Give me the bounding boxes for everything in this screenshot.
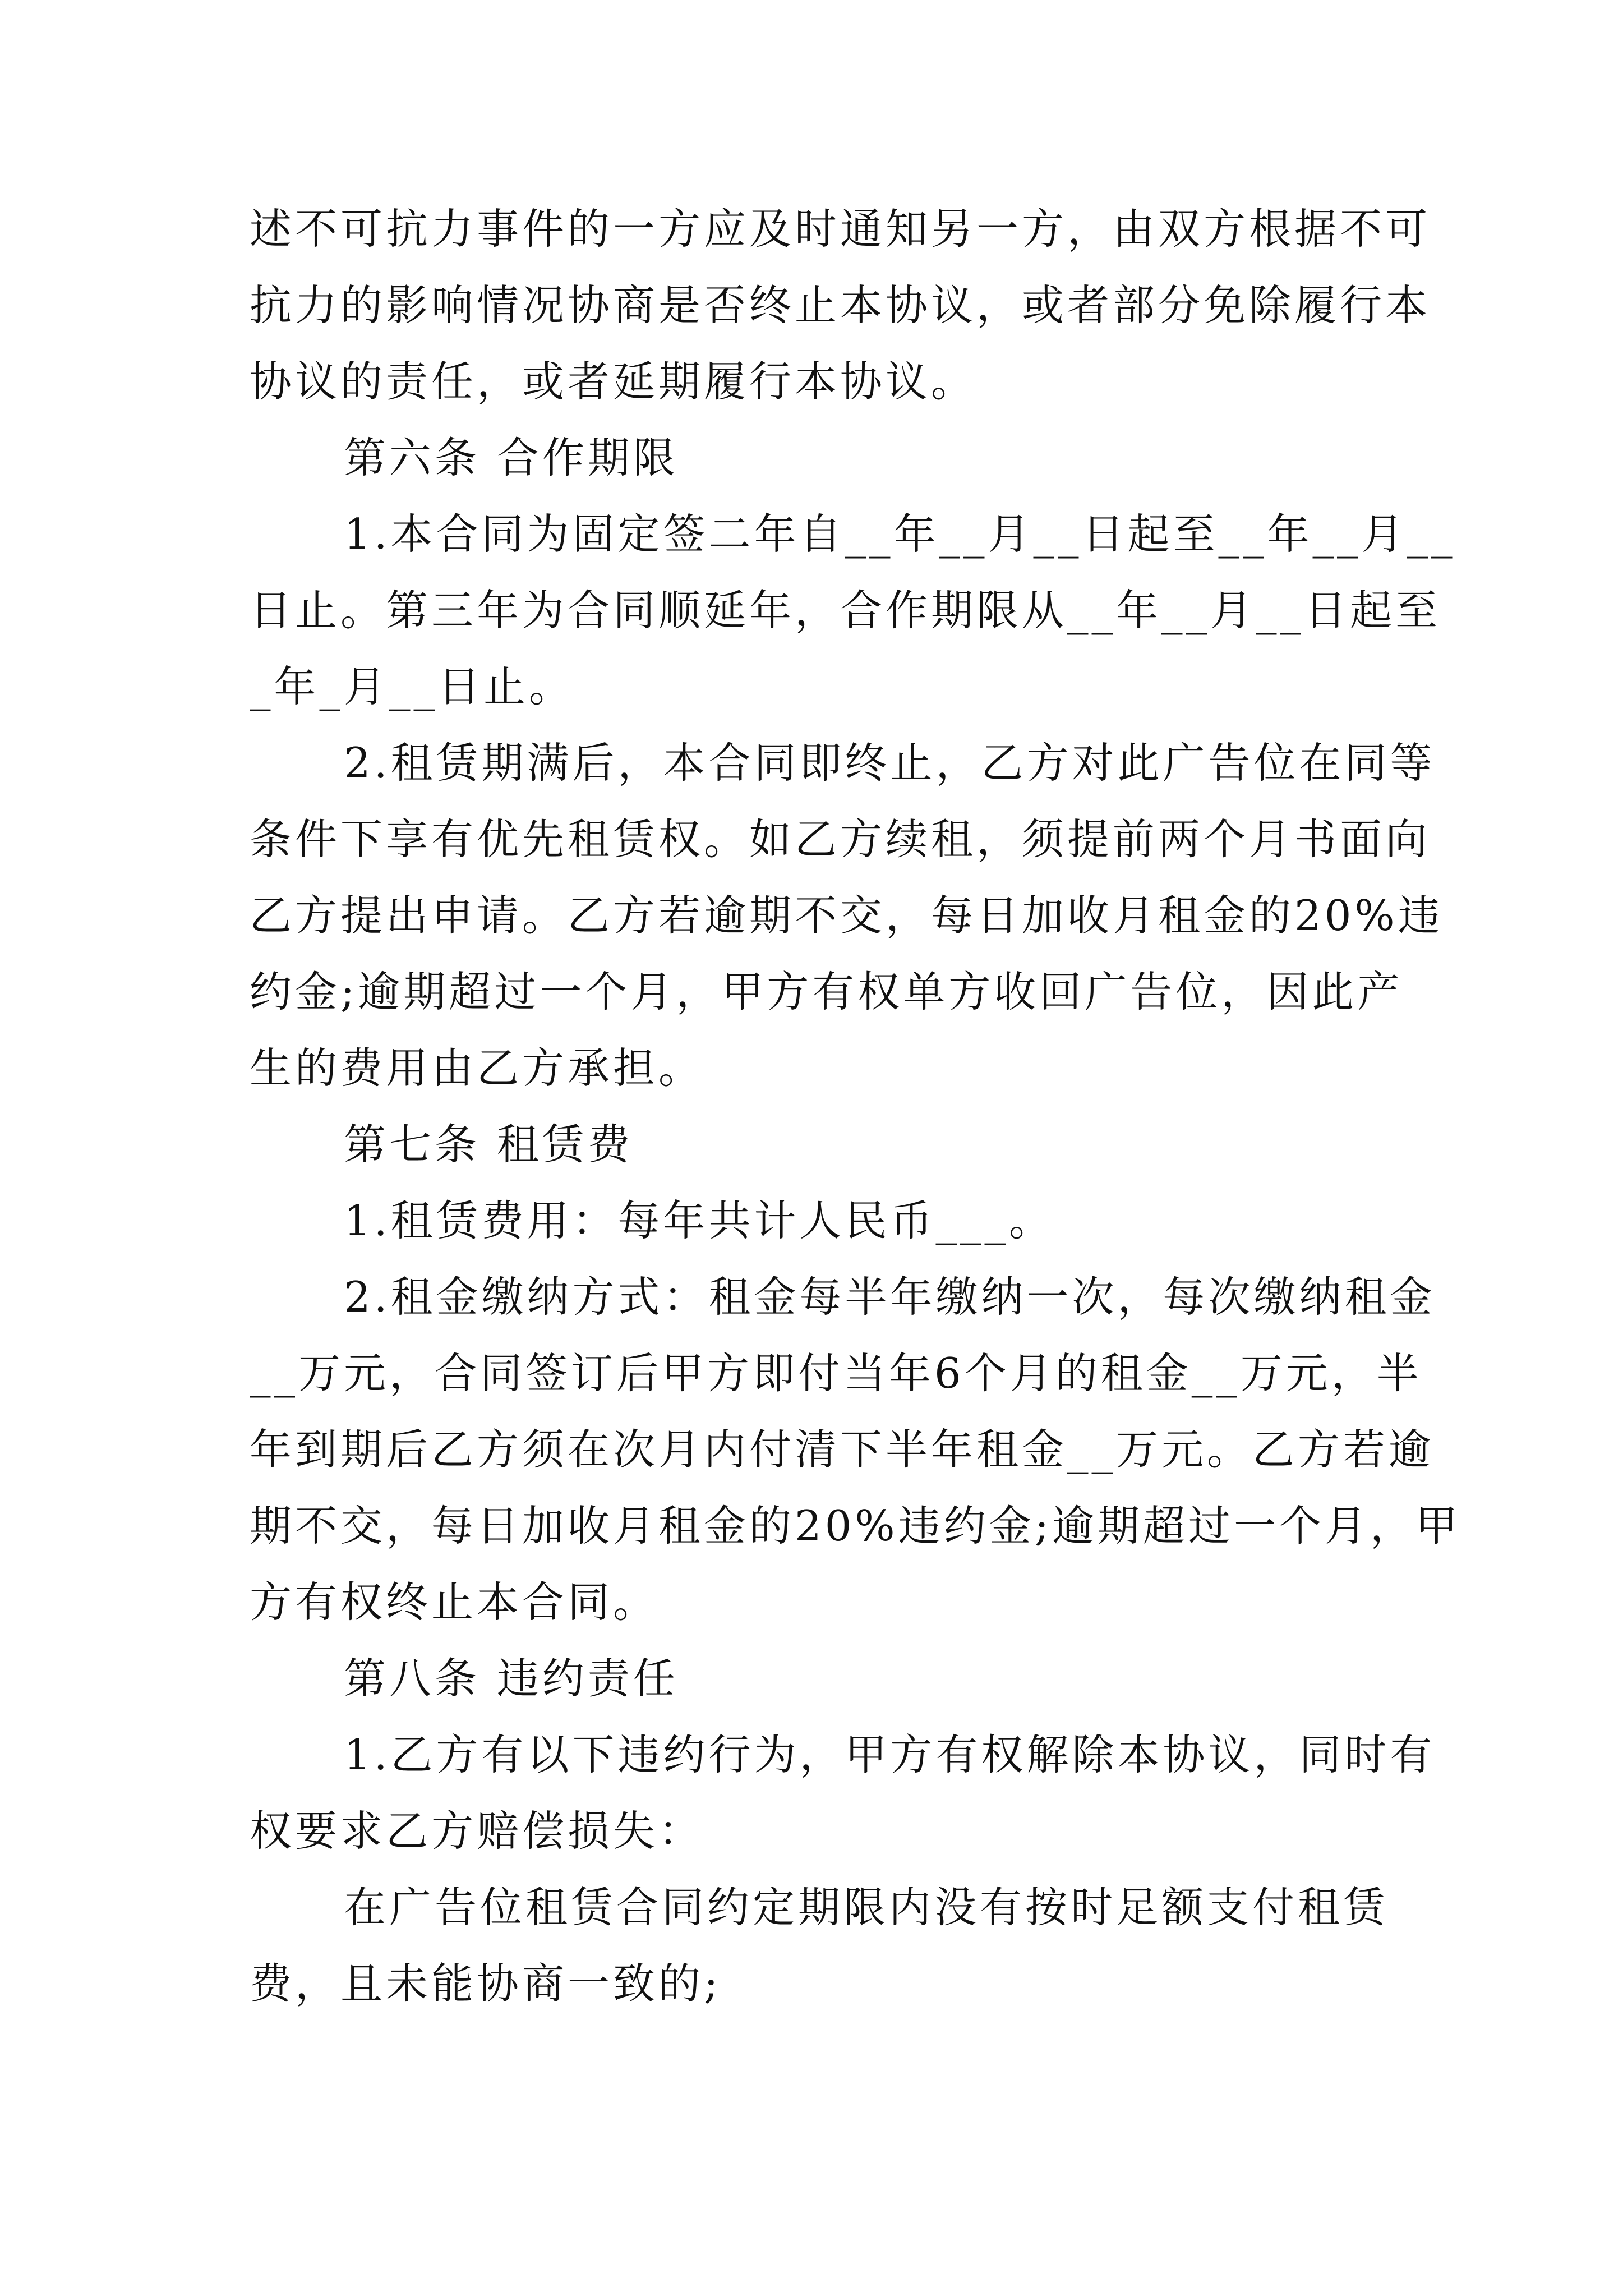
body-text-line: 抗力的影响情况协商是否终止本协议，或者部分免除履行本 [250,280,1431,330]
section-heading-article-6: 第六条 合作期限 [344,433,679,482]
body-text-line: 费，且未能协商一致的; [250,1959,722,2008]
body-text-line: 乙方提出申请。乙方若逾期不交，每日加收月租金的20%违 [250,891,1444,940]
body-text-line: 日止。第三年为合同顺延年，合作期限从__年__月__日起至 [250,586,1441,635]
body-text-line: 期不交，每日加收月租金的20%违约金;逾期超过一个月，甲 [250,1501,1461,1550]
body-text-line: 1.乙方有以下违约行为，甲方有权解除本协议，同时有 [344,1730,1436,1779]
body-text-line: 在广告位租赁合同约定期限内没有按时足额支付租赁 [344,1883,1389,1932]
body-text-line: __万元，合同签订后甲方即付当年6个月的租金__万元，半 [250,1349,1422,1398]
body-text-line: 协议的责任，或者延期履行本协议。 [250,357,977,406]
body-text-line: 1.租赁费用：每年共计人民币___。 [344,1196,1055,1245]
body-text-line: 年到期后乙方须在次月内付清下半年租金__万元。乙方若逾 [250,1425,1435,1474]
body-text-line: 约金;逾期超过一个月，甲方有权单方收回广告位，因此产 [250,967,1403,1016]
body-text-line: 生的费用由乙方承担。 [250,1043,704,1093]
body-text-line: 1.本合同为固定签二年自__年__月__日起至__年__月__ [344,509,1456,559]
body-text-line: 条件下享有优先租赁权。如乙方续租，须提前两个月书面向 [250,815,1431,864]
body-text-line: 权要求乙方赔偿损失： [250,1806,704,1856]
body-text-line: 述不可抗力事件的一方应及时通知另一方，由双方根据不可 [250,204,1431,254]
section-heading-article-8: 第八条 违约责任 [344,1654,679,1703]
section-heading-article-7: 第七条 租赁费 [344,1120,633,1169]
body-text-line: _年_月__日止。 [250,662,575,711]
body-text-line: 2.租金缴纳方式：租金每半年缴纳一次，每次缴纳租金 [344,1272,1436,1322]
body-text-line: 2.租赁期满后，本合同即终止，乙方对此广告位在同等 [344,738,1436,788]
body-text-line: 方有权终止本合同。 [250,1577,659,1627]
document-page [250,191,1461,2022]
